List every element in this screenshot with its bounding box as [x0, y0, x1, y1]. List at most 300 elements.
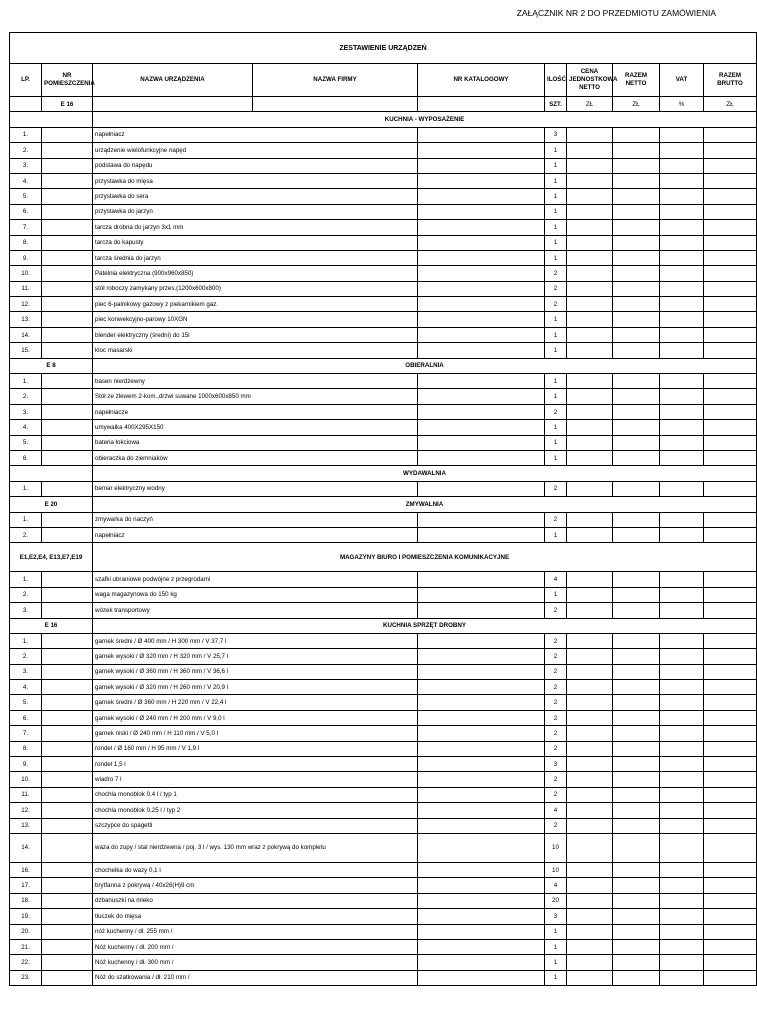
item-vat	[660, 633, 704, 648]
item-gross-total	[704, 603, 757, 618]
item-net-total	[613, 633, 660, 648]
item-catalog	[418, 741, 545, 756]
item-net-total	[613, 603, 660, 618]
item-qty: 2	[545, 297, 567, 312]
item-qty: 1	[545, 220, 567, 235]
col-unit-price: CENA JEDNOSTKOWA NETTO	[567, 64, 613, 97]
item-name: przystawka do sera	[93, 189, 418, 204]
table-row	[10, 893, 757, 908]
item-catalog	[418, 127, 545, 142]
item-vat	[660, 726, 704, 741]
item-catalog	[418, 587, 545, 602]
item-vat	[660, 420, 704, 435]
item-unit-price	[567, 833, 613, 862]
table-row	[10, 572, 757, 587]
item-vat	[660, 955, 704, 970]
item-lp: 4.	[10, 680, 42, 695]
item-gross-total	[704, 572, 757, 587]
item-qty: 1	[545, 235, 567, 250]
item-qty: 2	[545, 695, 567, 710]
item-name: dzbanuszki na mleko	[93, 893, 418, 908]
item-name: rondel 1,5 l	[93, 757, 418, 772]
item-unit-price	[567, 450, 613, 465]
item-qty: 1	[545, 389, 567, 404]
item-name: garnek niski / Ø 240 mm / H 110 mm / V 5,0 l	[93, 726, 418, 741]
item-qty: 1	[545, 204, 567, 219]
item-unit-price	[567, 603, 613, 618]
item-qty: 2	[545, 710, 567, 725]
item-qty: 2	[545, 726, 567, 741]
table-row	[10, 127, 757, 142]
item-qty: 2	[545, 649, 567, 664]
item-room	[42, 143, 93, 158]
item-unit-price	[567, 220, 613, 235]
item-catalog	[418, 603, 545, 618]
item-room	[42, 297, 93, 312]
table-row	[10, 266, 757, 281]
item-catalog	[418, 757, 545, 772]
item-qty: 2	[545, 281, 567, 296]
table-row	[10, 741, 757, 756]
item-name: waza do zupy / stal nierdzewna / poj. 3 l / wys. 130 mm wraz z pokrywą do kompletu	[93, 833, 418, 862]
table-row	[10, 772, 757, 787]
item-qty: 3	[545, 757, 567, 772]
item-net-total	[613, 587, 660, 602]
item-gross-total	[704, 893, 757, 908]
item-vat	[660, 833, 704, 862]
item-gross-total	[704, 481, 757, 496]
item-name: garnek wysoki / Ø 240 mm / H 200 mm / V 9,0 l	[93, 710, 418, 725]
table-row	[10, 695, 757, 710]
item-lp: 17.	[10, 878, 42, 893]
item-name: zmywarka do naczyń	[93, 512, 418, 527]
item-name: nóż kuchenny / dł. 255 mm /	[93, 924, 418, 939]
item-lp: 5.	[10, 695, 42, 710]
item-gross-total	[704, 710, 757, 725]
item-net-total	[613, 327, 660, 342]
item-qty: 2	[545, 664, 567, 679]
item-lp: 14.	[10, 327, 42, 342]
item-catalog	[418, 787, 545, 802]
item-room	[42, 603, 93, 618]
item-vat	[660, 235, 704, 250]
item-unit-price	[567, 250, 613, 265]
table-row	[10, 878, 757, 893]
item-unit-price	[567, 649, 613, 664]
item-name: Nóż kuchenny / dł. 300 mm /	[93, 955, 418, 970]
item-net-total	[613, 189, 660, 204]
item-lp: 1.	[10, 127, 42, 142]
item-catalog	[418, 281, 545, 296]
item-lp: 18.	[10, 893, 42, 908]
item-gross-total	[704, 909, 757, 924]
table-row	[10, 450, 757, 465]
item-unit-price	[567, 374, 613, 389]
item-lp: 2.	[10, 587, 42, 602]
item-name: umywalka 400X295X150	[93, 420, 418, 435]
item-name: piec 6-palnikowy gazowy z piekarnikiem gaz.	[93, 297, 418, 312]
item-unit-price	[567, 173, 613, 188]
item-lp: 11.	[10, 787, 42, 802]
item-lp: 1.	[10, 512, 42, 527]
item-name: tłuczek do mięsa	[93, 909, 418, 924]
item-gross-total	[704, 450, 757, 465]
item-qty: 1	[545, 924, 567, 939]
item-gross-total	[704, 924, 757, 939]
item-net-total	[613, 862, 660, 877]
table-row	[10, 189, 757, 204]
item-vat	[660, 143, 704, 158]
item-vat	[660, 481, 704, 496]
item-catalog	[418, 726, 545, 741]
item-qty: 1	[545, 450, 567, 465]
item-name: garnek wysoki / Ø 320 mm / H 320 mm / V 25,7 l	[93, 649, 418, 664]
item-net-total	[613, 833, 660, 862]
item-catalog	[418, 527, 545, 542]
item-qty: 2	[545, 404, 567, 419]
item-lp: 1.	[10, 572, 42, 587]
table-row	[10, 312, 757, 327]
item-unit-price	[567, 893, 613, 908]
section-title-row	[10, 112, 757, 127]
table-row	[10, 939, 757, 954]
item-lp: 3.	[10, 603, 42, 618]
item-name: tarcza średnia do jarzyn	[93, 250, 418, 265]
item-catalog	[418, 633, 545, 648]
item-gross-total	[704, 189, 757, 204]
item-qty: 1	[545, 143, 567, 158]
item-net-total	[613, 312, 660, 327]
item-room	[42, 893, 93, 908]
item-name: podstawa do napędu	[93, 158, 418, 173]
section-header-row	[10, 618, 757, 633]
item-qty: 2	[545, 680, 567, 695]
item-lp: 11.	[10, 281, 42, 296]
section-header-row	[10, 497, 757, 512]
item-catalog	[418, 710, 545, 725]
item-catalog	[418, 220, 545, 235]
table-row	[10, 512, 757, 527]
table-row	[10, 909, 757, 924]
section-title: MAGAZYNY BIURO I POMIESZCZENIA KOMUNIKACYJNE	[93, 543, 757, 572]
table-row	[10, 404, 757, 419]
item-net-total	[613, 143, 660, 158]
item-unit-price	[567, 235, 613, 250]
item-catalog	[418, 389, 545, 404]
item-gross-total	[704, 862, 757, 877]
item-lp: 3.	[10, 664, 42, 679]
table-row	[10, 204, 757, 219]
item-catalog	[418, 327, 545, 342]
item-net-total	[613, 281, 660, 296]
item-room	[42, 450, 93, 465]
item-catalog	[418, 450, 545, 465]
item-qty: 2	[545, 741, 567, 756]
item-name: bateria łokciowa	[93, 435, 418, 450]
item-lp: 6.	[10, 710, 42, 725]
item-qty: 1	[545, 173, 567, 188]
item-qty: 2	[545, 603, 567, 618]
item-catalog	[418, 955, 545, 970]
item-qty: 1	[545, 970, 567, 985]
item-qty: 2	[545, 512, 567, 527]
item-unit-price	[567, 587, 613, 602]
col-vat: VAT	[660, 64, 704, 97]
item-lp: 14.	[10, 833, 42, 862]
col-room: NR POMIESZCZENIA	[42, 64, 93, 97]
item-gross-total	[704, 512, 757, 527]
table-row	[10, 664, 757, 679]
table-row	[10, 297, 757, 312]
item-vat	[660, 909, 704, 924]
item-gross-total	[704, 527, 757, 542]
table-row	[10, 143, 757, 158]
item-gross-total	[704, 955, 757, 970]
item-lp: 21.	[10, 939, 42, 954]
col-qty: ILOŚĆ	[545, 64, 567, 97]
item-unit-price	[567, 158, 613, 173]
item-catalog	[418, 878, 545, 893]
item-net-total	[613, 649, 660, 664]
item-catalog	[418, 649, 545, 664]
item-gross-total	[704, 235, 757, 250]
item-vat	[660, 220, 704, 235]
table-row	[10, 435, 757, 450]
item-catalog	[418, 970, 545, 985]
attachment-label: ZAŁĄCZNIK NR 2 DO PRZEDMIOTU ZAMÓWIENIA	[516, 8, 716, 18]
item-gross-total	[704, 803, 757, 818]
item-unit-price	[567, 924, 613, 939]
item-vat	[660, 862, 704, 877]
unit-price: ZŁ	[567, 97, 613, 112]
item-lp: 8.	[10, 235, 42, 250]
item-net-total	[613, 250, 660, 265]
item-net-total	[613, 204, 660, 219]
item-lp: 12.	[10, 297, 42, 312]
item-net-total	[613, 527, 660, 542]
item-gross-total	[704, 680, 757, 695]
item-catalog	[418, 924, 545, 939]
item-qty: 1	[545, 343, 567, 358]
item-qty: 1	[545, 420, 567, 435]
item-catalog	[418, 420, 545, 435]
item-unit-price	[567, 818, 613, 833]
item-catalog	[418, 862, 545, 877]
item-lp: 7.	[10, 220, 42, 235]
item-unit-price	[567, 572, 613, 587]
item-catalog	[418, 173, 545, 188]
item-lp: 5.	[10, 435, 42, 450]
item-qty: 1	[545, 312, 567, 327]
item-name: Patelnia elektryczna (900x960x850)	[93, 266, 418, 281]
table-row	[10, 818, 757, 833]
item-qty: 1	[545, 939, 567, 954]
item-vat	[660, 435, 704, 450]
item-lp: 23.	[10, 970, 42, 985]
item-vat	[660, 266, 704, 281]
item-gross-total	[704, 726, 757, 741]
item-name: Stół ze zlewem 2-kom.,drzwi suwane 1000x600x850 mm	[93, 389, 418, 404]
item-gross-total	[704, 204, 757, 219]
item-room	[42, 955, 93, 970]
table-row	[10, 603, 757, 618]
item-unit-price	[567, 664, 613, 679]
item-catalog	[418, 664, 545, 679]
item-room	[42, 127, 93, 142]
item-net-total	[613, 404, 660, 419]
item-name: wiadro 7 l	[93, 772, 418, 787]
item-vat	[660, 512, 704, 527]
section-header-row	[10, 358, 757, 373]
table-row	[10, 250, 757, 265]
table-row	[10, 587, 757, 602]
section-title: KUCHNIA - WYPOSAŻENIE	[93, 112, 757, 127]
item-unit-price	[567, 909, 613, 924]
item-lp: 8.	[10, 741, 42, 756]
item-name: piec konwekcyjno-parowy 10XGN	[93, 312, 418, 327]
section-room: E 16	[42, 97, 93, 112]
item-room	[42, 757, 93, 772]
item-unit-price	[567, 757, 613, 772]
unit-qty: SZT.	[545, 97, 567, 112]
item-gross-total	[704, 173, 757, 188]
table-row	[10, 757, 757, 772]
item-gross-total	[704, 818, 757, 833]
table-row	[10, 235, 757, 250]
table-row	[10, 173, 757, 188]
table-row	[10, 281, 757, 296]
item-vat	[660, 173, 704, 188]
item-unit-price	[567, 680, 613, 695]
item-unit-price	[567, 939, 613, 954]
cell-empty	[10, 112, 93, 127]
section-room	[10, 466, 93, 481]
item-room	[42, 833, 93, 862]
item-vat	[660, 893, 704, 908]
item-vat	[660, 587, 704, 602]
item-net-total	[613, 173, 660, 188]
item-name: Nóż do szatkowania / dł. 210 mm /	[93, 970, 418, 985]
item-gross-total	[704, 587, 757, 602]
item-lp: 1.	[10, 481, 42, 496]
item-gross-total	[704, 435, 757, 450]
item-gross-total	[704, 741, 757, 756]
item-qty: 2	[545, 481, 567, 496]
item-catalog	[418, 939, 545, 954]
item-lp: 3.	[10, 404, 42, 419]
item-gross-total	[704, 343, 757, 358]
item-unit-price	[567, 189, 613, 204]
item-qty: 1	[545, 327, 567, 342]
item-lp: 4.	[10, 173, 42, 188]
item-qty: 1	[545, 955, 567, 970]
item-catalog	[418, 893, 545, 908]
item-unit-price	[567, 389, 613, 404]
item-vat	[660, 757, 704, 772]
item-catalog	[418, 818, 545, 833]
item-catalog	[418, 312, 545, 327]
item-room	[42, 327, 93, 342]
item-lp: 13.	[10, 312, 42, 327]
table-row	[10, 343, 757, 358]
item-gross-total	[704, 970, 757, 985]
item-net-total	[613, 893, 660, 908]
item-lp: 20.	[10, 924, 42, 939]
item-net-total	[613, 878, 660, 893]
item-gross-total	[704, 374, 757, 389]
item-unit-price	[567, 204, 613, 219]
item-lp: 2.	[10, 527, 42, 542]
item-gross-total	[704, 649, 757, 664]
item-net-total	[613, 512, 660, 527]
item-qty: 4	[545, 572, 567, 587]
item-catalog	[418, 343, 545, 358]
item-gross-total	[704, 143, 757, 158]
item-name: napełniacze	[93, 404, 418, 419]
section-room: E1,E2,E4, E13,E7,E19	[10, 543, 93, 572]
item-room	[42, 435, 93, 450]
item-net-total	[613, 695, 660, 710]
item-name: szczypce do spagetti	[93, 818, 418, 833]
item-lp: 15.	[10, 343, 42, 358]
item-name: chochla monoblok 0,4 l / typ 1	[93, 787, 418, 802]
item-net-total	[613, 297, 660, 312]
item-name: blender elektryczny (średni) do 15l	[93, 327, 418, 342]
table-row	[10, 327, 757, 342]
item-vat	[660, 312, 704, 327]
item-unit-price	[567, 741, 613, 756]
item-vat	[660, 297, 704, 312]
table-row	[10, 374, 757, 389]
item-gross-total	[704, 220, 757, 235]
item-room	[42, 587, 93, 602]
item-lp: 10.	[10, 772, 42, 787]
item-name: napełniacz	[93, 527, 418, 542]
item-room	[42, 741, 93, 756]
item-room	[42, 389, 93, 404]
item-lp: 16.	[10, 862, 42, 877]
item-gross-total	[704, 757, 757, 772]
item-net-total	[613, 909, 660, 924]
table-row	[10, 220, 757, 235]
section-title: ZMYWALNIA	[93, 497, 757, 512]
item-vat	[660, 649, 704, 664]
item-lp: 1.	[10, 374, 42, 389]
item-catalog	[418, 404, 545, 419]
item-unit-price	[567, 955, 613, 970]
item-vat	[660, 664, 704, 679]
item-vat	[660, 527, 704, 542]
cell-empty	[418, 97, 545, 112]
item-unit-price	[567, 695, 613, 710]
item-room	[42, 695, 93, 710]
item-gross-total	[704, 878, 757, 893]
item-vat	[660, 710, 704, 725]
item-net-total	[613, 374, 660, 389]
table-row	[10, 389, 757, 404]
item-vat	[660, 741, 704, 756]
item-unit-price	[567, 266, 613, 281]
item-name: obieraczka do ziemniaków	[93, 450, 418, 465]
item-gross-total	[704, 266, 757, 281]
item-net-total	[613, 450, 660, 465]
table-row	[10, 527, 757, 542]
item-net-total	[613, 235, 660, 250]
item-catalog	[418, 374, 545, 389]
table-row	[10, 955, 757, 970]
item-vat	[660, 343, 704, 358]
item-lp: 10.	[10, 266, 42, 281]
